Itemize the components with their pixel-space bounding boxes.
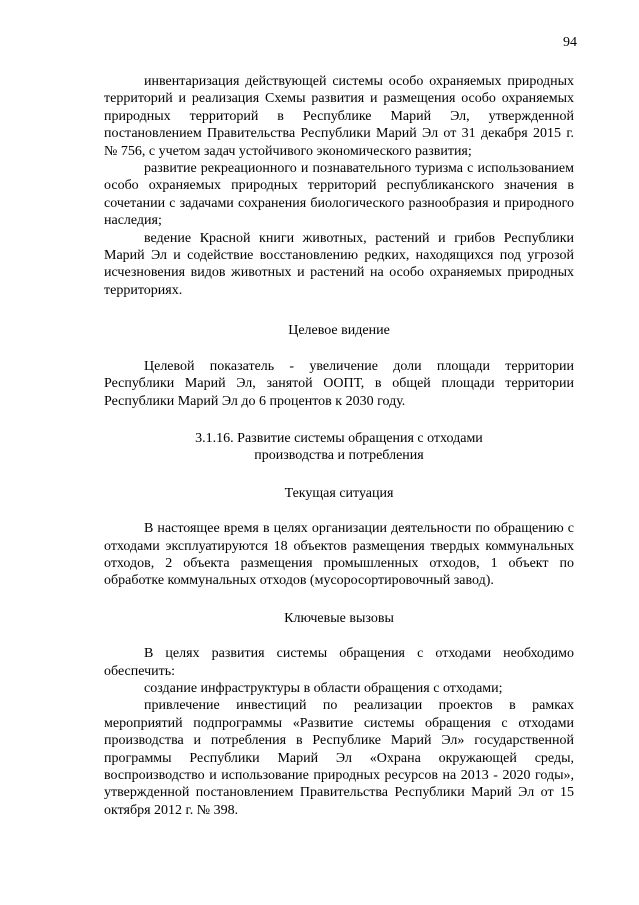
section-title-line2: производства и потребления — [254, 448, 424, 464]
paragraph-key-challenges-intro: В целях развития системы обращения с отходами необходимо обеспечить: — [104, 646, 574, 679]
heading-key-challenges: Ключевые вызовы — [284, 610, 394, 626]
heading-current-situation: Текущая ситуация — [284, 485, 394, 501]
page-content — [104, 73, 574, 819]
list-item-infrastructure: создание инфраструктуры в области обращения с отходами; — [144, 680, 503, 696]
heading-target-vision: Целевое видение — [288, 323, 390, 339]
paragraph-current-situation: В настоящее время в целях организации деятельности по обращению с отходами эксплуатируются 18 объектов размещения твердых коммунальных отходов, 2 объекта размещения промышленных отходов, 1 объект по обработке коммунальных отходов (мусоросортировочный завод). — [104, 521, 574, 589]
paragraph-recreational-tourism: развитие рекреационного и познавательного туризма с использованием особо охраняемых природных территорий республиканского значения в сочетании с задачами сохранения биологического разнообразия и природного наследия; — [104, 161, 574, 229]
paragraph-target-vision: Целевой показатель - увеличение доли площади территории Республики Марий Эл, занятой ООПТ, в общей площади территории Республики Марий Эл до 6 процентов к 2030 году. — [104, 358, 574, 409]
list-item-investment: привлечение инвестиций по реализации проектов в рамках мероприятий подпрограммы «Развитие системы обращения с отходами производства и потребления в Республике Марий Эл» государственной программы Республики Марий Эл «Охрана окружающей среды, воспроизводство и использование природных ресурсов на 2013 - 2020 годы», утвержденной постановлением Правительства Республики Марий Эл от 15 октября 2012 г. № 398. — [104, 698, 574, 818]
paragraph-red-book: ведение Красной книги животных, растений и грибов Республики Марий Эл и содействие восстановлению редких, находящихся под угрозой исчезновения видов животных и растений на особо охраняемых природных территориях. — [104, 230, 574, 298]
paragraph-oopt-inventory: инвентаризация действующей системы особо охраняемых природных территорий и реализация Схемы развития и размещения особо охраняемых природных территорий в Республике Марий Эл, утвержденной постановлением Правительства Республики Марий Эл от 31 декабря 2015 г. № 756, с учетом задач устойчивого экономического развития; — [104, 74, 574, 159]
page-number: 94 — [563, 35, 577, 50]
section-title-line1: 3.1.16. Развитие системы обращения с отходами — [195, 430, 483, 446]
